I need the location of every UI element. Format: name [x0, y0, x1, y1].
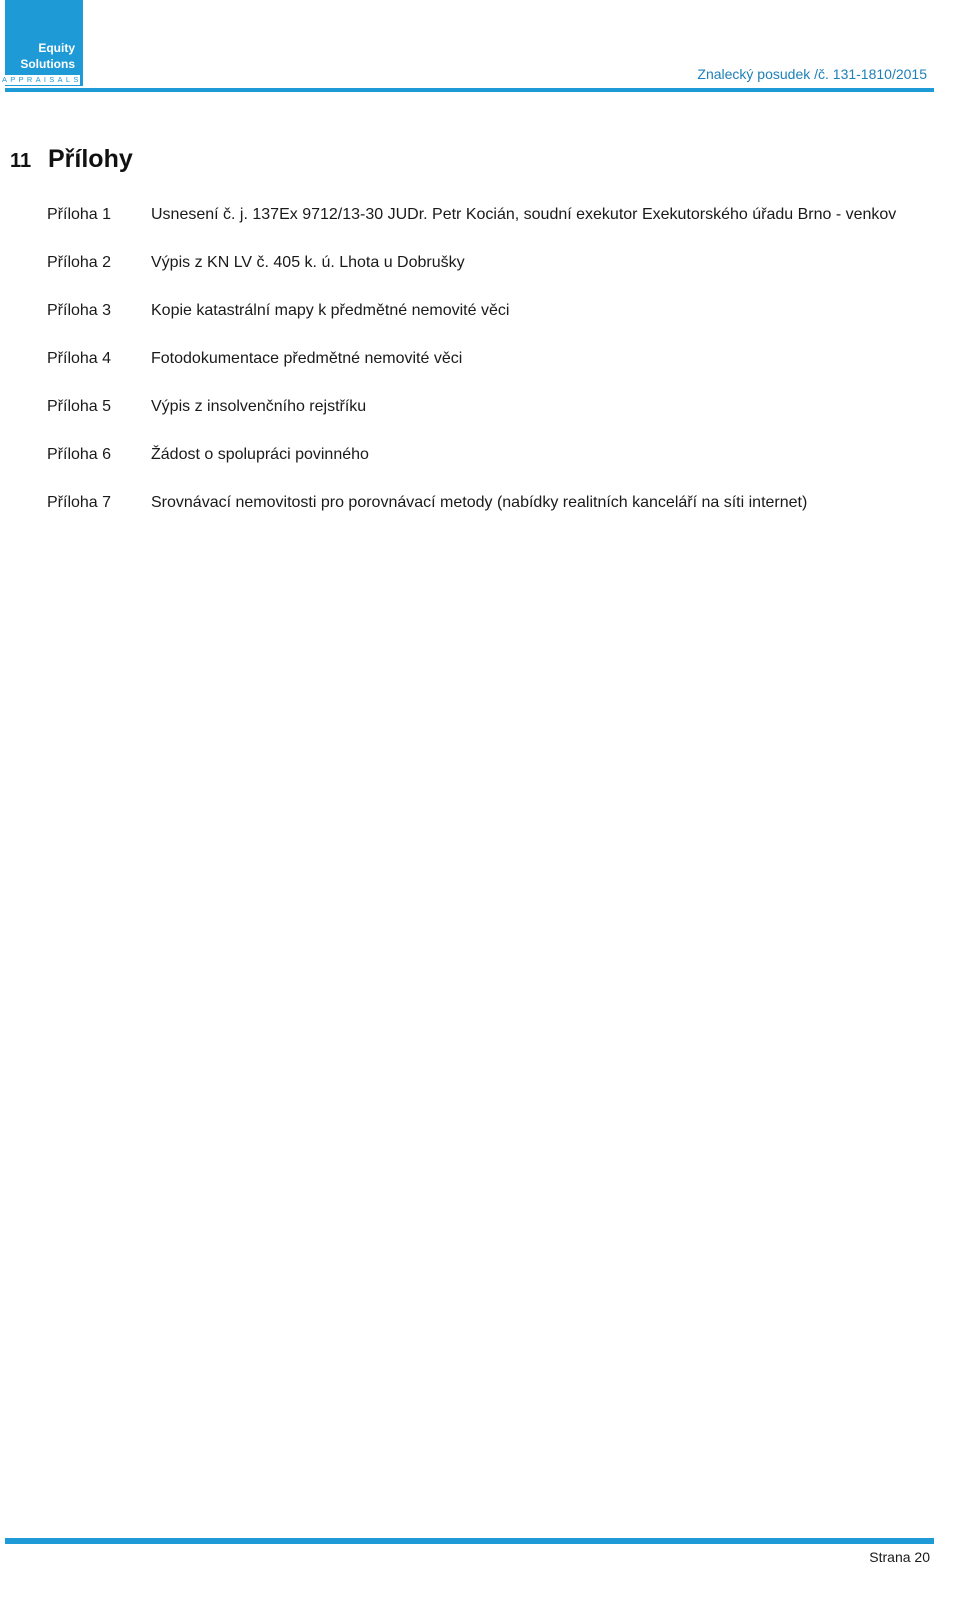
attachment-label: Příloha 5 — [47, 398, 112, 415]
attachment-description: Výpis z insolvenčního rejstříku — [151, 398, 367, 415]
logo-tagline: APPRAISALS — [2, 75, 82, 84]
attachment-item — [47, 395, 927, 419]
attachment-label: Příloha 7 — [47, 494, 112, 511]
attachment-item — [47, 443, 927, 467]
attachment-label: Příloha 6 — [47, 446, 112, 463]
attachment-description: Žádost o spolupráci povinného — [151, 446, 369, 463]
attachment-label: Příloha 4 — [47, 350, 112, 367]
attachment-label: Příloha 2 — [47, 254, 112, 271]
document-reference: Znalecký posudek /č. 131-1810/2015 — [697, 66, 927, 82]
attachment-item — [47, 203, 927, 227]
attachment-item — [47, 491, 927, 515]
attachment-description: Výpis z KN LV č. 405 k. ú. Lhota u Dobrušky — [151, 254, 465, 271]
attachment-description: Kopie katastrální mapy k předmětné nemovité věci — [151, 302, 510, 319]
header-divider — [5, 88, 934, 92]
footer-divider — [5, 1538, 934, 1544]
logo-text-solutions: Solutions — [20, 57, 75, 71]
attachment-description: Srovnávací nemovitosti pro porovnávací metody (nabídky realitních kanceláří na síti internet) — [151, 494, 808, 511]
attachment-item — [47, 299, 927, 323]
attachment-label: Příloha 1 — [47, 206, 112, 223]
attachment-item — [47, 347, 927, 371]
attachment-description: Fotodokumentace předmětné nemovité věci — [151, 350, 463, 367]
page-number: Strana 20 — [869, 1549, 930, 1565]
section-title: Přílohy — [48, 145, 133, 173]
attachment-description: Usnesení č. j. 137Ex 9712/13-30 JUDr. Petr Kocián, soudní exekutor Exekutorského úřadu Brno - venkov — [151, 206, 897, 223]
section-number: 11 — [10, 150, 32, 172]
logo-text-equity: Equity — [38, 41, 75, 55]
attachment-item — [47, 251, 927, 275]
attachment-label: Příloha 3 — [47, 302, 112, 319]
attachments-list — [47, 203, 927, 539]
section-heading — [10, 145, 133, 174]
company-logo — [5, 0, 83, 86]
